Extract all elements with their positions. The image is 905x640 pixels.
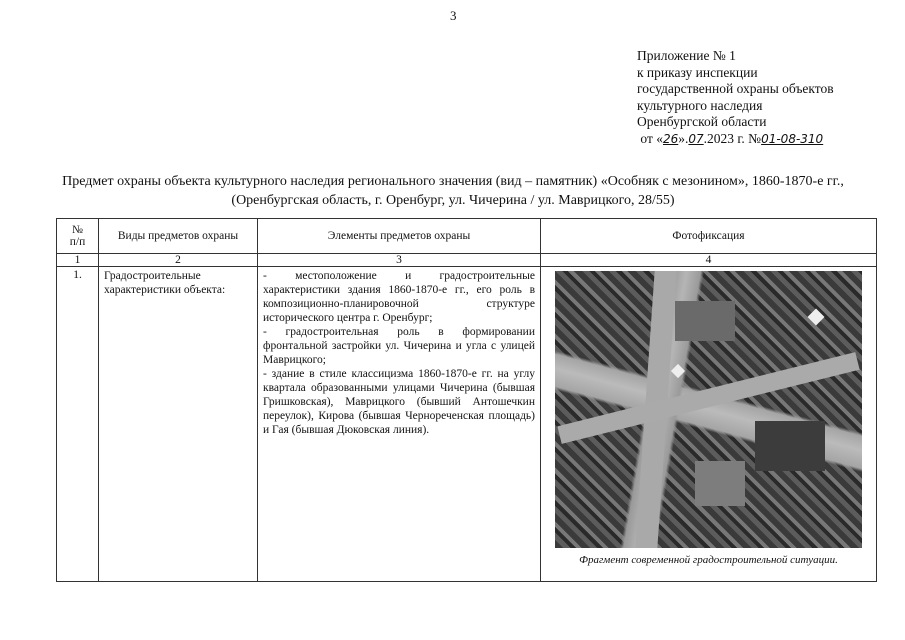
row-type: Градостроительные характеристики объекта:	[99, 267, 258, 582]
col-number: 1	[57, 254, 99, 267]
appendix-date-line	[637, 131, 834, 148]
document-title: Предмет охраны объекта культурного наследия регионального значения (вид – памятник) «Особняк с мезонином», 1860-1870-е гг., (Оренбургская область, г. Оренбург, ул. Чичерина / ул. Маврицкого, 28/55)	[62, 174, 844, 208]
appendix-line: к приказу инспекции	[637, 64, 758, 80]
header-cell: Виды предметов охраны	[99, 219, 258, 254]
appendix-block	[637, 48, 834, 147]
handwritten-order-number: 01-08-310	[761, 131, 824, 146]
header-cell: № п/п	[57, 219, 99, 254]
date-sep: ».	[678, 130, 689, 146]
handwritten-month: 07	[688, 131, 704, 146]
photo-caption: Фрагмент современной градостроительной ситуации.	[579, 554, 838, 566]
page-number: 3	[450, 8, 457, 23]
appendix-line: Оренбургской области	[637, 114, 767, 129]
appendix-line: культурного наследия	[637, 97, 763, 113]
row-elements: - местоположение и градостроительные характеристики здания 1860-1870-е гг., его роль в композиционно-планировочной структуре исторического центра г. Оренбург; - градостроительная роль в формировании фронтальной застройки ул. Чичерина и угла с улицей Маврицкого; - здание в стиле классицизма 1860-1870-е гг. на углу квартала образованными улицами Чичерина (бывшая Гришковская), Маврицкого (бывший Антошечкин переулок), Кирова (бывшая Чернореченская площадь) и Гая (бывшая Дюковская линия).	[258, 267, 541, 582]
col-number: 3	[258, 254, 541, 267]
table-row	[57, 267, 877, 582]
col-number: 4	[541, 254, 877, 267]
protection-table	[56, 218, 877, 582]
column-number-row	[57, 254, 877, 267]
aerial-photo	[555, 271, 862, 548]
header-cell: Элементы предметов охраны	[258, 219, 541, 254]
date-year: .2023 г. №	[703, 130, 762, 146]
appendix-line: государственной охраны объектов	[637, 81, 834, 96]
header-cell: Фотофиксация	[541, 219, 877, 254]
date-prefix: от «	[640, 130, 663, 146]
col-number: 2	[99, 254, 258, 267]
appendix-line: Приложение № 1	[637, 48, 736, 63]
handwritten-day: 26	[662, 131, 679, 146]
table-header-row	[57, 219, 877, 254]
photo-cell	[541, 267, 877, 582]
row-number: 1.	[57, 267, 99, 582]
